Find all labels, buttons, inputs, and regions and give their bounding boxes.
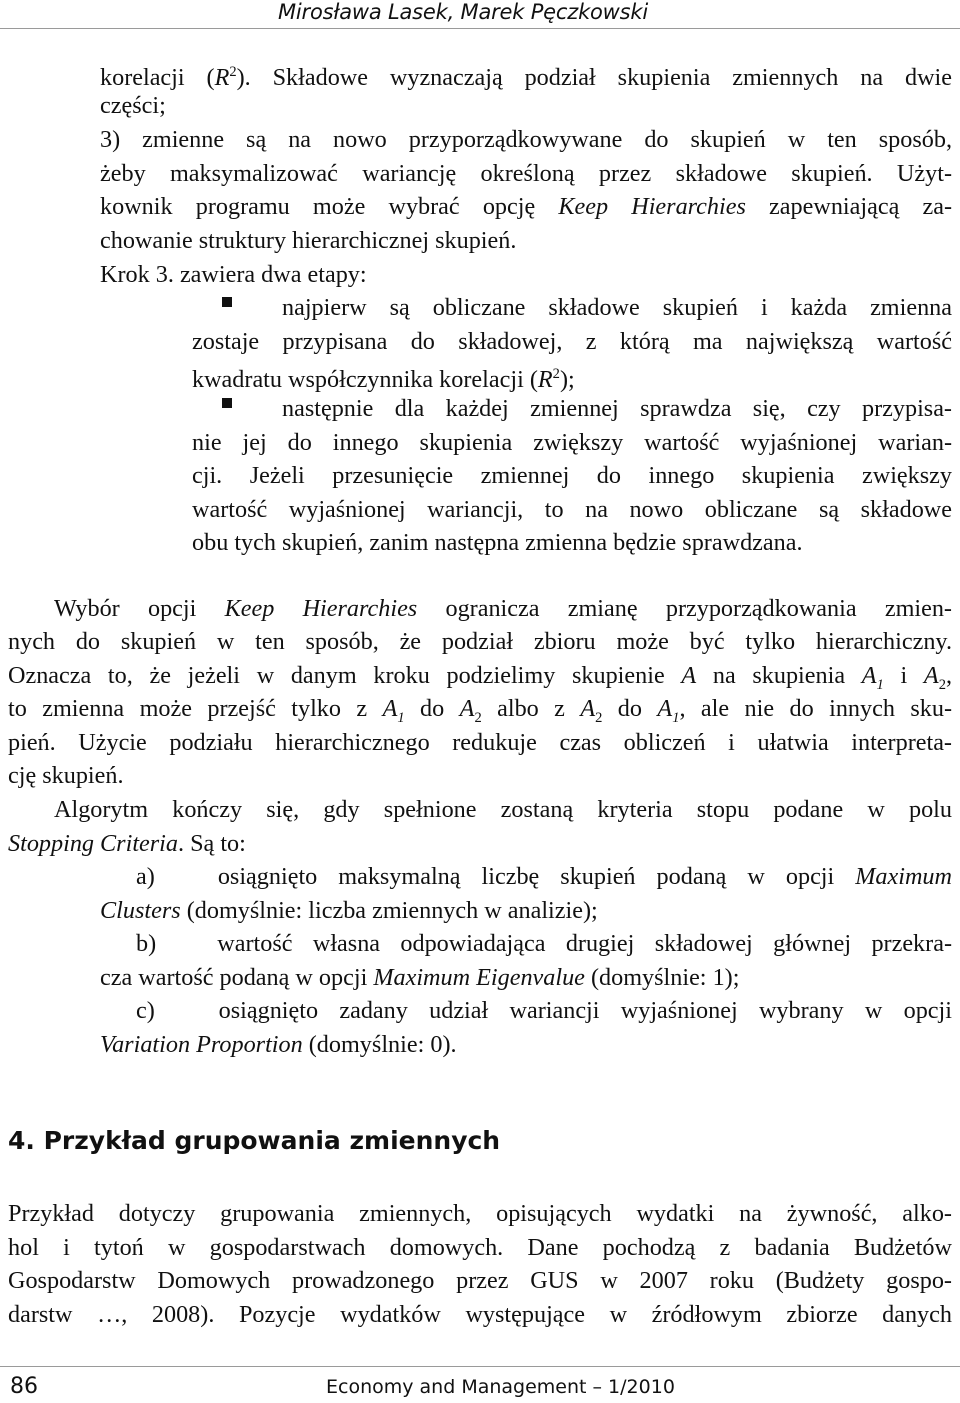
text-line: zostaje przypisana do składowej, z którą ma największą wartość <box>192 328 952 355</box>
list-item-b: b) wartość własna odpowiadająca drugiej składowej głównej przekra- <box>136 930 952 957</box>
text-line: hol i tytoń w gospodarstwach domowych. Dane pochodzą z badania Budżetów <box>8 1234 952 1261</box>
text-block-continued: korelacji $(R^2)$. Składowe wyznaczają podział skupienia zmiennych na dwie <box>100 64 952 92</box>
journal-name: Economy and Management – 1/2010 <box>326 1376 675 1398</box>
bullet-square-icon <box>222 398 232 408</box>
text-line: obu tych skupień, zanim następna zmienna będzie sprawdzana. <box>192 529 803 556</box>
text-line: chowanie struktury hierarchicznej skupień. <box>100 227 517 254</box>
text-line: Variation Proportion (domyślnie: 0). <box>100 1031 457 1058</box>
page-number: 86 <box>10 1374 38 1399</box>
paragraph-example: Przykład dotyczy grupowania zmiennych, opisujących wydatki na żywność, alko- <box>8 1200 952 1227</box>
text-line: części; <box>100 92 166 119</box>
bullet-text: najpierw są obliczane składowe skupień i każda zmienna <box>282 294 952 321</box>
section-heading: 4. Przykład grupowania zmiennych <box>8 1126 501 1155</box>
paragraph-stopping: Algorytm kończy się, gdy spełnione zostaną kryteria stopu podane w polu <box>54 796 952 823</box>
text-line: Oznacza to, że jeżeli w danym kroku podzielimy skupienie A na skupienia $A_1$ i $A_2$, <box>8 662 952 693</box>
text-line: cję skupień. <box>8 762 124 789</box>
step-3-text: 3) zmienne są na nowo przyporządkowywane do skupień w ten sposób, <box>100 126 952 153</box>
text-line: kwadratu współczynnika korelacji $(R^2)$; <box>192 366 575 394</box>
text-line: to zmienna może przejść tylko z $A_1$ do $A_2$ albo z $A_2$ do $A_1$, ale nie do innych sku- <box>8 695 953 726</box>
header-rule <box>0 28 960 29</box>
text-line: Gospodarstw Domowych prowadzonego przez GUS w 2007 roku (Budżety gospo- <box>8 1267 952 1294</box>
text-line: pień. Użycie podziału hierarchicznego redukuje czas obliczeń i ułatwia interpreta- <box>8 729 952 756</box>
text-line: żeby maksymalizować wariancję określoną przez składowe skupień. Użyt- <box>100 160 952 187</box>
running-header: Mirosława Lasek, Marek Pęczkowski <box>278 0 648 24</box>
text-line: nych do skupień w ten sposób, że podział zbioru może być tylko hierarchiczny. <box>8 628 952 655</box>
text-line: darstw …, 2008). Pozycje wydatków występujące w źródłowym zbiorze danych <box>8 1301 952 1328</box>
text-line: nie jej do innego skupienia zwiększy wartość wyjaśnionej warian- <box>192 429 952 456</box>
bullet-square-icon <box>222 297 232 307</box>
paragraph-keep-hierarchies: Wybór opcji Keep Hierarchies ogranicza zmianę przyporządkowania zmien- <box>54 595 952 622</box>
list-item-a: a) osiągnięto maksymalną liczbę skupień podaną w opcji Maximum <box>136 863 952 890</box>
bullet-text: następnie dla każdej zmiennej sprawdza się, czy przypisa- <box>282 395 952 422</box>
krok-3-heading: Krok 3. zawiera dwa etapy: <box>100 261 367 288</box>
footer-rule <box>0 1366 960 1367</box>
text-line: kownik programu może wybrać opcję Keep Hierarchies zapewniającą za- <box>100 193 952 220</box>
text-line: wartość wyjaśnionej wariancji, to na nowo obliczane są składowe <box>192 496 952 523</box>
text-line: Stopping Criteria. Są to: <box>8 830 246 857</box>
text-line: cza wartość podaną w opcji Maximum Eigenvalue (domyślnie: 1); <box>100 964 740 991</box>
text-line: cji. Jeżeli przesunięcie zmiennej do innego skupienia zwiększy <box>192 462 952 489</box>
text-line: Clusters (domyślnie: liczba zmiennych w analizie); <box>100 897 598 924</box>
list-item-c: c) osiągnięto zadany udział wariancji wyjaśnionej wybrany w opcji <box>136 997 952 1024</box>
